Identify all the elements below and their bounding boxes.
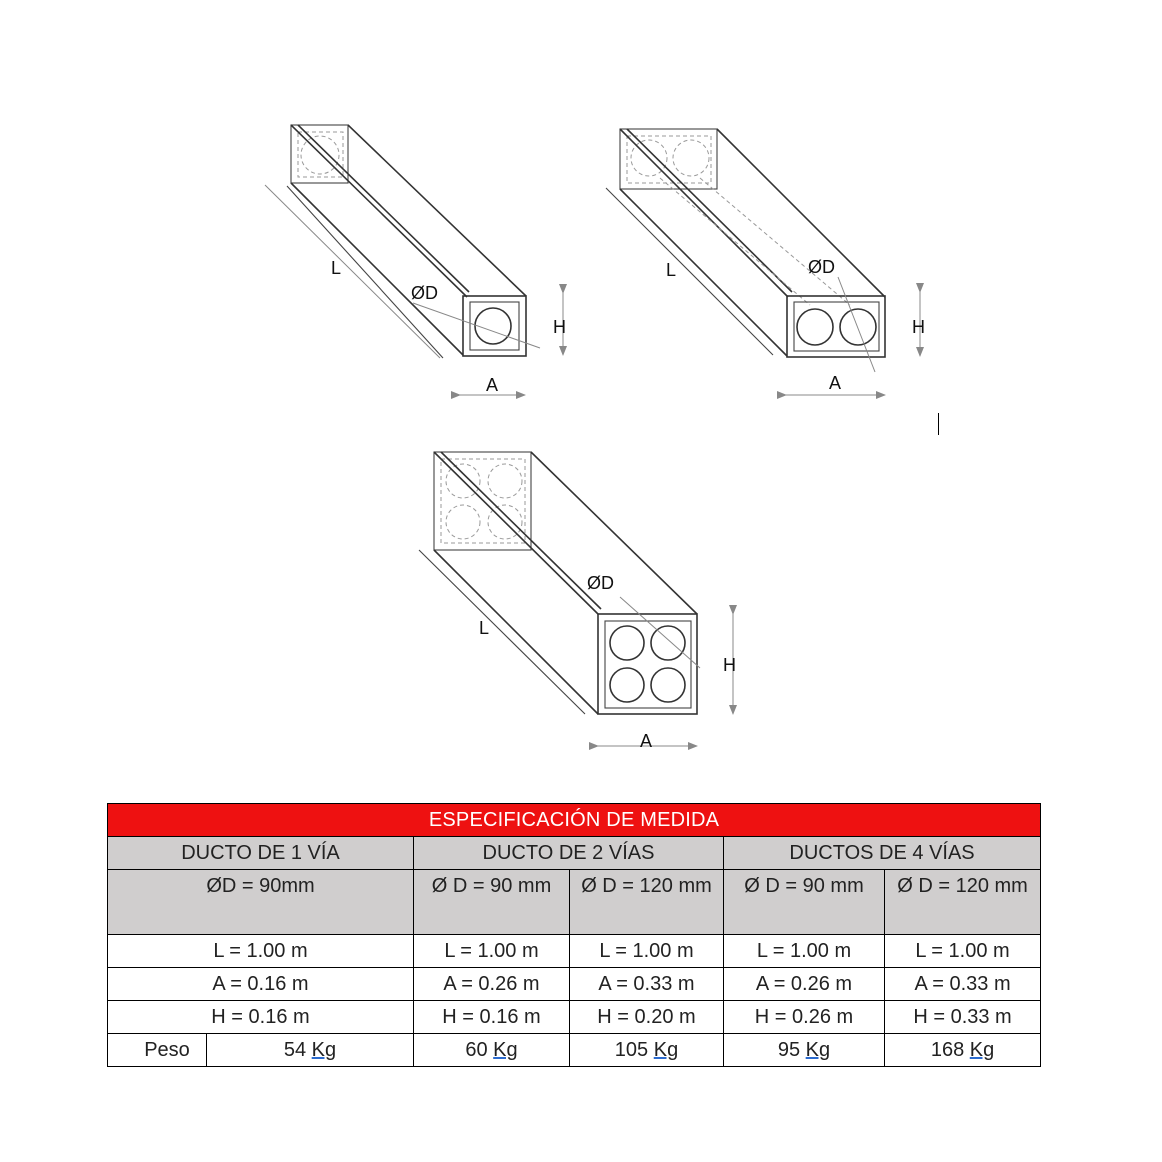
one-way-width-label: A (486, 375, 499, 395)
diameter-cell: ØD = 90mm (108, 870, 414, 935)
weight-unit: Kg (969, 1038, 995, 1061)
weight-label: Peso (108, 1034, 207, 1067)
length-row (108, 935, 1041, 968)
length-cell: L = 1.00 m (885, 935, 1041, 968)
width-row (108, 968, 1041, 1001)
length-cell: L = 1.00 m (570, 935, 724, 968)
diameter-cell: Ø D = 120 mm (885, 870, 1041, 935)
weight-value: 95 (777, 1038, 801, 1061)
two-way-duct-drawing (606, 129, 925, 395)
group-header-row (108, 837, 1041, 870)
diameter-cell: Ø D = 90 mm (724, 870, 885, 935)
four-way-width-label: A (640, 731, 653, 751)
table-title: ESPECIFICACIÓN DE MEDIDA (108, 804, 1041, 837)
height-cell: H = 0.20 m (570, 1001, 724, 1034)
height-cell: H = 0.26 m (724, 1001, 885, 1034)
group-header-1-way: DUCTO DE 1 VÍA (108, 837, 414, 870)
one-way-length-label: L (331, 258, 342, 278)
group-header-4-way: DUCTOS DE 4 VÍAS (724, 837, 1041, 870)
weight-unit: Kg (311, 1038, 337, 1061)
weight-value: 60 (465, 1038, 488, 1061)
length-cell: L = 1.00 m (414, 935, 570, 968)
width-cell: A = 0.16 m (108, 968, 414, 1001)
width-cell: A = 0.33 m (885, 968, 1041, 1001)
weight-cell (207, 1034, 414, 1067)
length-cell: L = 1.00 m (108, 935, 414, 968)
diameter-cell: Ø D = 120 mm (570, 870, 724, 935)
one-way-height-label: H (553, 317, 566, 337)
four-way-duct-drawing (419, 452, 736, 751)
four-way-diameter-label: ØD (587, 573, 614, 593)
width-cell: A = 0.26 m (414, 968, 570, 1001)
one-way-duct-drawing (265, 125, 566, 395)
diameter-cell: Ø D = 90 mm (414, 870, 570, 935)
weight-value: 168 (930, 1038, 965, 1061)
four-way-height-label: H (723, 655, 736, 675)
weight-unit: Kg (805, 1038, 831, 1061)
weight-cell (885, 1034, 1041, 1067)
table-title-row (108, 804, 1041, 837)
width-cell: A = 0.33 m (570, 968, 724, 1001)
length-cell: L = 1.00 m (724, 935, 885, 968)
weight-value: 105 (614, 1038, 649, 1061)
weight-cell (414, 1034, 570, 1067)
one-way-diameter-label: ØD (411, 283, 438, 303)
weight-unit: Kg (493, 1038, 518, 1061)
weight-cell (724, 1034, 885, 1067)
width-cell: A = 0.26 m (724, 968, 885, 1001)
weight-unit: Kg (653, 1038, 679, 1061)
weight-cell (570, 1034, 724, 1067)
height-row (108, 1001, 1041, 1034)
four-way-length-label: L (479, 618, 490, 638)
specification-table (107, 803, 1041, 1067)
two-way-width-label: A (829, 373, 842, 393)
weight-row (108, 1034, 1041, 1067)
two-way-height-label: H (912, 317, 925, 337)
diameter-row (108, 870, 1041, 935)
height-cell: H = 0.33 m (885, 1001, 1041, 1034)
weight-value: 54 (283, 1038, 307, 1061)
two-way-length-label: L (666, 260, 677, 280)
two-way-diameter-label: ØD (808, 257, 835, 277)
height-cell: H = 0.16 m (414, 1001, 570, 1034)
text-cursor (938, 413, 939, 435)
height-cell: H = 0.16 m (108, 1001, 414, 1034)
group-header-2-way: DUCTO DE 2 VÍAS (414, 837, 724, 870)
